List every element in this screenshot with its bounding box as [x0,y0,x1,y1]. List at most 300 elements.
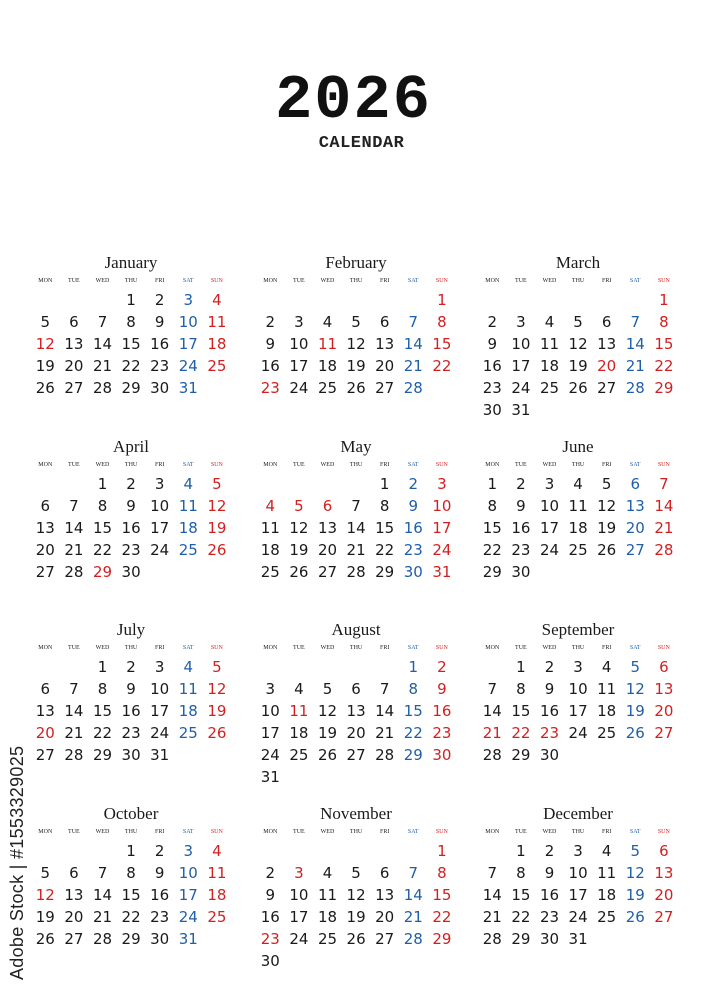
empty-cell [478,840,507,862]
day-cell: 9 [544,680,555,698]
day-cell: 6 [659,658,669,676]
day-grid [478,656,678,766]
day-cell: 20 [654,886,674,904]
day-cell: 6 [40,497,51,515]
day-cell: 3 [294,864,304,882]
day-cell: 27 [654,908,674,926]
empty-cell [535,289,564,311]
day-cell: 13 [654,680,674,698]
day-cell: 25 [178,724,198,742]
day-cell: 19 [346,357,366,375]
day-cell: 18 [289,724,309,742]
day-cell: 11 [260,519,280,537]
day-cell: 8 [126,864,136,882]
weekday-label: FRI [380,462,390,468]
day-cell: 23 [260,379,280,397]
day-cell: 20 [64,357,84,375]
day-cell: 17 [539,519,560,537]
empty-cell [564,289,593,311]
day-cell: 20 [317,541,338,559]
day-cell: 10 [539,497,560,515]
day-cell: 6 [351,680,361,698]
day-cell: 8 [437,864,447,882]
day-cell: 20 [375,357,395,375]
day-cell: 30 [260,952,280,970]
day-cell: 29 [511,746,531,764]
month-name: August [331,620,381,639]
day-cell: 11 [597,680,617,698]
empty-cell [313,656,342,678]
day-cell: 14 [92,335,113,353]
day-cell: 7 [97,864,108,882]
day-cell: 28 [482,930,502,948]
day-cell: 14 [654,497,674,515]
month-august [256,620,456,788]
day-cell: 11 [289,702,309,720]
weekday-label: THU [124,645,138,651]
day-cell: 23 [482,379,502,397]
day-cell: 8 [126,313,136,331]
day-cell: 12 [35,335,55,353]
day-cell: 21 [482,724,502,742]
empty-cell [478,656,507,678]
weekday-label: WED [95,278,110,284]
day-cell: 1 [659,291,669,309]
day-cell: 11 [317,886,338,904]
day-cell: 1 [516,842,526,860]
weekday-header [31,275,231,287]
empty-cell [88,840,117,862]
weekday-label: WED [320,645,335,651]
day-cell: 26 [35,379,55,397]
day-cell: 18 [317,908,338,926]
day-cell: 24 [289,379,309,397]
day-cell: 6 [322,497,333,515]
day-cell: 10 [150,680,170,698]
day-cell: 16 [511,519,531,537]
day-cell: 7 [97,313,108,331]
day-grid [256,840,456,972]
weekday-label: TUE [68,645,80,651]
day-cell: 19 [207,519,227,537]
day-cell: 12 [346,886,366,904]
day-cell: 10 [260,702,280,720]
weekday-label: FRI [602,278,612,284]
day-cell: 5 [40,313,51,331]
weekday-label: MON [485,278,500,284]
day-cell: 4 [601,842,612,860]
empty-cell [256,473,285,495]
day-cell: 14 [64,519,84,537]
day-cell: 21 [346,541,366,559]
day-cell: 12 [568,335,588,353]
empty-cell [285,289,314,311]
day-cell: 18 [597,886,617,904]
day-cell: 3 [183,842,194,860]
day-cell: 25 [317,930,338,948]
day-cell: 4 [544,313,555,331]
day-cell: 29 [121,930,141,948]
day-cell: 24 [150,541,170,559]
day-cell: 21 [482,908,502,926]
weekday-label: WED [320,278,335,284]
day-cell: 19 [207,702,227,720]
day-cell: 30 [150,930,170,948]
day-cell: 20 [35,541,55,559]
weekday-label: THU [349,829,363,835]
empty-cell [507,289,536,311]
day-cell: 25 [568,541,588,559]
day-cell: 21 [403,908,423,926]
day-cell: 16 [121,519,141,537]
weekday-header [256,275,456,287]
day-cell: 21 [92,908,113,926]
empty-cell [256,656,285,678]
day-cell: 22 [511,908,531,926]
day-cell: 18 [178,519,198,537]
weekday-label: THU [571,829,585,835]
day-cell: 18 [207,886,227,904]
month-october [31,804,231,950]
day-cell: 24 [568,908,588,926]
day-cell: 9 [408,497,419,515]
day-cell: 12 [625,864,645,882]
day-cell: 17 [511,357,531,375]
empty-cell [342,656,371,678]
day-cell: 14 [482,702,502,720]
day-cell: 27 [597,379,617,397]
day-cell: 24 [289,930,309,948]
watermark-text: Adobe Stock | #1553329025 [7,745,27,980]
day-cell: 6 [601,313,612,331]
day-cell: 28 [64,746,84,764]
empty-cell [342,840,371,862]
empty-cell [313,840,342,862]
weekday-header [478,275,678,287]
weekday-label: FRI [380,829,390,835]
weekday-label: WED [542,645,557,651]
day-cell: 20 [597,357,617,375]
weekday-label: SAT [407,645,419,651]
day-cell: 2 [265,313,276,331]
day-cell: 31 [432,563,452,581]
day-cell: 9 [516,497,526,515]
day-cell: 22 [375,541,395,559]
day-cell: 25 [539,379,560,397]
weekday-label: WED [95,829,110,835]
weekday-label: THU [349,462,363,468]
day-cell: 11 [568,497,588,515]
weekday-label: SUN [657,645,670,651]
day-cell: 18 [260,541,280,559]
day-cell: 11 [207,313,227,331]
day-cell: 3 [573,658,583,676]
day-cell: 29 [121,379,141,397]
day-cell: 27 [35,563,55,581]
day-cell: 6 [659,842,669,860]
day-cell: 30 [432,746,452,764]
day-cell: 19 [317,724,338,742]
weekday-label: FRI [380,645,390,651]
day-cell: 13 [625,497,645,515]
day-cell: 1 [437,291,447,309]
day-cell: 23 [539,724,560,742]
day-cell: 25 [317,379,338,397]
day-cell: 22 [654,357,674,375]
day-cell: 11 [539,335,560,353]
day-cell: 19 [625,702,645,720]
month-name: February [325,253,387,272]
weekday-label: SAT [407,829,419,835]
day-cell: 28 [64,563,84,581]
day-cell: 26 [207,724,227,742]
day-cell: 5 [351,864,361,882]
weekday-label: THU [571,462,585,468]
day-cell: 28 [346,563,366,581]
month-february [256,253,456,399]
weekday-label: SAT [629,278,641,284]
day-cell: 10 [289,886,309,904]
day-cell: 18 [539,357,560,375]
day-cell: 25 [260,563,280,581]
weekday-label: WED [542,829,557,835]
day-cell: 14 [346,519,366,537]
day-cell: 1 [126,842,136,860]
day-cell: 24 [150,724,170,742]
day-cell: 31 [150,746,170,764]
day-cell: 7 [487,864,498,882]
day-cell: 25 [289,746,309,764]
day-cell: 5 [40,864,51,882]
day-cell: 19 [35,357,55,375]
day-cell: 21 [64,541,84,559]
day-cell: 7 [630,313,641,331]
weekday-header [478,642,678,654]
day-cell: 9 [154,313,165,331]
day-cell: 16 [150,335,170,353]
weekday-label: SUN [435,278,448,284]
day-cell: 4 [183,658,194,676]
day-cell: 28 [403,379,423,397]
day-cell: 17 [568,886,588,904]
day-cell: 22 [432,357,452,375]
day-cell: 1 [126,291,136,309]
empty-cell [31,473,60,495]
day-cell: 17 [260,724,280,742]
weekday-label: TUE [68,278,80,284]
calendar-year: 2026 [275,65,432,136]
day-cell: 9 [265,335,276,353]
day-cell: 20 [346,724,366,742]
day-cell: 17 [432,519,452,537]
weekday-header [256,642,456,654]
month-name: September [541,620,615,639]
empty-cell [88,289,117,311]
empty-cell [478,289,507,311]
weekday-label: SUN [210,645,223,651]
day-cell: 12 [207,497,227,515]
weekday-label: MON [263,829,278,835]
day-cell: 22 [121,908,141,926]
day-cell: 4 [573,475,583,493]
day-cell: 18 [568,519,588,537]
day-cell: 29 [432,930,452,948]
day-cell: 29 [375,563,395,581]
day-cell: 11 [178,497,198,515]
weekday-label: SUN [657,278,670,284]
day-cell: 3 [183,291,194,309]
weekday-label: WED [542,462,557,468]
day-cell: 9 [487,335,498,353]
weekday-header [31,642,231,654]
weekday-label: TUE [68,462,80,468]
day-cell: 1 [97,475,108,493]
day-cell: 27 [64,930,84,948]
empty-cell [399,289,428,311]
month-july [31,620,231,766]
day-cell: 26 [346,379,366,397]
weekday-header [256,459,456,471]
day-cell: 19 [597,519,617,537]
day-cell: 23 [150,908,170,926]
day-cell: 7 [659,475,669,493]
weekday-header [31,826,231,838]
day-grid [256,289,456,399]
day-cell: 25 [178,541,198,559]
day-cell: 30 [511,563,531,581]
day-cell: 8 [487,497,498,515]
weekday-label: MON [485,645,500,651]
weekday-label: WED [320,829,335,835]
day-cell: 12 [346,335,366,353]
day-cell: 4 [322,313,333,331]
day-cell: 29 [654,379,674,397]
day-cell: 19 [289,541,309,559]
day-cell: 2 [544,842,555,860]
month-january [31,253,231,399]
day-grid [31,289,231,399]
day-cell: 25 [207,357,227,375]
day-cell: 16 [150,886,170,904]
empty-cell [621,289,650,311]
day-cell: 10 [178,864,198,882]
day-cell: 9 [265,886,276,904]
empty-cell [31,656,60,678]
day-cell: 15 [511,886,531,904]
weekday-label: FRI [602,829,612,835]
day-cell: 17 [568,702,588,720]
weekday-label: TUE [515,462,527,468]
day-cell: 15 [375,519,395,537]
day-cell: 24 [568,724,588,742]
day-cell: 22 [403,724,423,742]
day-cell: 18 [597,702,617,720]
day-grid [31,840,231,950]
day-cell: 1 [516,658,526,676]
day-cell: 9 [154,864,165,882]
weekday-label: SUN [210,829,223,835]
day-cell: 23 [511,541,531,559]
empty-cell [256,289,285,311]
day-cell: 17 [289,908,309,926]
day-cell: 24 [511,379,531,397]
empty-cell [370,289,399,311]
day-cell: 19 [625,886,645,904]
empty-cell [370,840,399,862]
month-name: March [555,253,601,272]
day-cell: 30 [150,379,170,397]
weekday-header [31,459,231,471]
day-cell: 2 [487,313,498,331]
day-cell: 14 [64,702,84,720]
day-cell: 8 [97,497,108,515]
day-cell: 5 [322,680,333,698]
day-cell: 16 [482,357,502,375]
day-cell: 11 [317,335,338,353]
day-cell: 8 [97,680,108,698]
day-cell: 27 [346,746,366,764]
day-cell: 28 [375,746,395,764]
day-cell: 30 [539,746,560,764]
day-cell: 3 [294,313,304,331]
day-cell: 15 [511,702,531,720]
weekday-label: THU [571,645,585,651]
empty-cell [60,840,89,862]
day-cell: 23 [260,930,280,948]
day-cell: 24 [260,746,280,764]
weekday-label: SAT [629,829,641,835]
day-cell: 8 [408,680,419,698]
day-cell: 6 [630,475,641,493]
day-cell: 8 [379,497,390,515]
day-cell: 5 [294,497,304,515]
month-name: January [104,253,158,272]
weekday-label: FRI [155,278,165,284]
day-cell: 9 [437,680,447,698]
day-cell: 2 [126,658,136,676]
day-cell: 15 [403,702,423,720]
day-cell: 24 [539,541,560,559]
day-cell: 6 [379,864,390,882]
day-cell: 15 [432,335,452,353]
month-name: May [340,437,372,456]
weekday-label: SAT [182,278,194,284]
empty-cell [60,473,89,495]
day-cell: 24 [178,908,198,926]
empty-cell [592,289,621,311]
day-cell: 10 [178,313,198,331]
weekday-label: SUN [435,645,448,651]
day-cell: 26 [597,541,617,559]
empty-cell [399,840,428,862]
day-cell: 31 [178,379,198,397]
weekday-label: MON [38,829,53,835]
day-cell: 17 [150,702,170,720]
empty-cell [60,289,89,311]
day-cell: 14 [625,335,645,353]
day-cell: 26 [317,746,338,764]
day-cell: 22 [511,724,531,742]
day-cell: 8 [437,313,447,331]
day-cell: 5 [630,658,641,676]
day-cell: 29 [403,746,423,764]
day-cell: 5 [573,313,583,331]
day-cell: 18 [317,357,338,375]
day-cell: 7 [69,497,79,515]
day-cell: 13 [346,702,366,720]
day-cell: 23 [403,541,423,559]
day-cell: 4 [294,680,304,698]
